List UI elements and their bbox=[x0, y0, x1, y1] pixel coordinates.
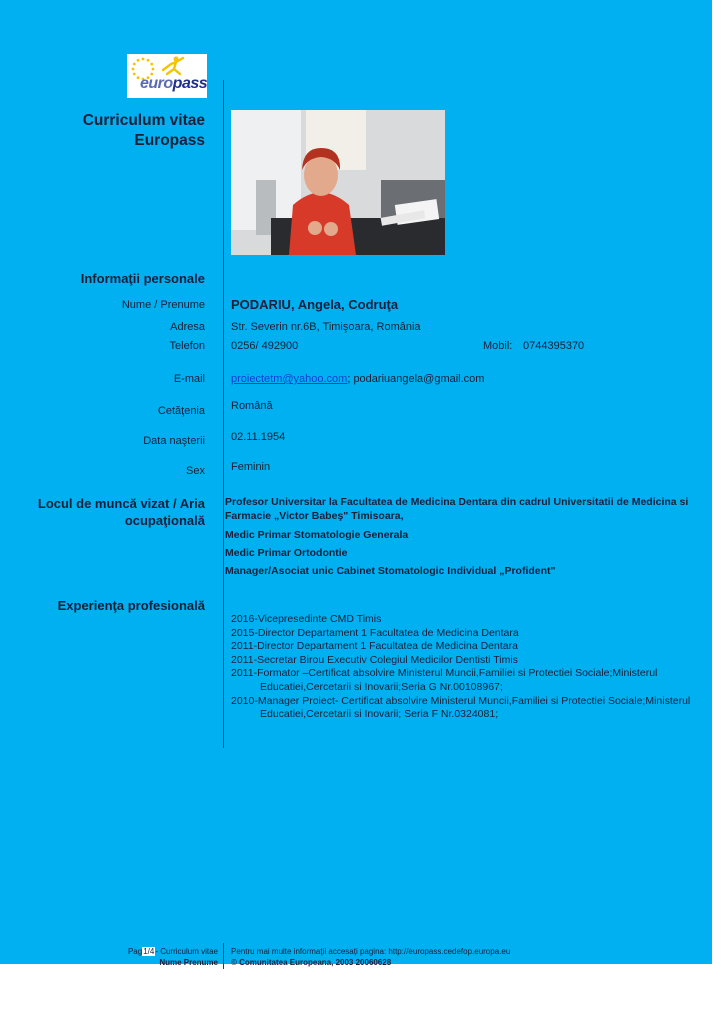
profile-photo bbox=[231, 110, 445, 255]
email-label: E-mail bbox=[173, 373, 205, 385]
cv-subtitle: Europass bbox=[134, 132, 205, 149]
section-job-target-line2: ocupaţională bbox=[124, 513, 205, 528]
job-line: Medic Primar Ortodontie bbox=[225, 547, 348, 559]
citizenship-label: Cetăţenia bbox=[157, 405, 205, 417]
column-divider bbox=[223, 80, 224, 748]
email-value bbox=[231, 373, 484, 385]
footer-divider bbox=[223, 943, 224, 969]
experience-item: 2011-Director Departament 1 Facultatea de Medicina Dentara bbox=[231, 640, 518, 653]
section-job-target: Locul de muncă vizat / Aria bbox=[37, 496, 205, 511]
birthdate-label: Data naşterii bbox=[143, 435, 205, 447]
experience-item: 2011-Secretar Birou Executiv Colegiul Medicilor Dentisti Timis bbox=[231, 653, 518, 666]
mobile-label: Mobil: bbox=[483, 340, 513, 352]
section-experience: Experienţa profesională bbox=[57, 598, 205, 613]
experience-item: 2015-Director Departament 1 Facultatea de Medicina Dentara bbox=[231, 626, 519, 639]
mobile-value: 0744395370 bbox=[523, 340, 585, 352]
experience-item-continuation: Educatiei,Cercetarii si Inovarii;Seria G Nr.00108967; bbox=[260, 680, 503, 693]
section-personal-info: Informaţii personale bbox=[80, 271, 205, 286]
job-line: Farmacie „Victor Babeş" Timisoara, bbox=[225, 510, 404, 522]
job-line: Medic Primar Stomatologie Generala bbox=[225, 529, 409, 541]
job-line: Manager/Asociat unic Cabinet Stomatologic Individual „Profident" bbox=[225, 565, 556, 577]
experience-item-continuation: Educatiei,Cercetarii si Inovarii; Seria F Nr.0324081; bbox=[260, 708, 499, 721]
job-line: Profesor Universitar la Facultatea de Medicina Dentara din cadrul Universitatii de Medicina si bbox=[225, 496, 689, 508]
birthdate-value: 02.11.1954 bbox=[231, 431, 286, 443]
footer-name: Nume Prenume bbox=[159, 958, 218, 967]
address-label: Adresa bbox=[170, 321, 205, 333]
experience-item: 2011-Formator –Certificat absolvire Ministerul Muncii,Familiei si Protectiei Sociale;Ministerul bbox=[231, 667, 658, 680]
footer-info-url: Pentru mai multe informaţii accesaţi pagina: http://europass.cedefop.europa.eu bbox=[231, 947, 511, 956]
europass-logo bbox=[127, 54, 207, 98]
figure-icon bbox=[161, 56, 185, 76]
citizenship-value: Română bbox=[231, 400, 273, 412]
cv-title: Curriculum vitae bbox=[82, 112, 205, 129]
phone-value: 0256/ 492900 bbox=[231, 340, 299, 352]
full-name: PODARIU, Angela, Codruţa bbox=[231, 297, 399, 312]
experience-list bbox=[231, 613, 690, 722]
experience-item: 2010-Manager Proiect- Certificat absolvire Ministerul Muncii,Familiei si Protectiei Sociale;Ministerul bbox=[231, 694, 691, 707]
page-number: 1/4 bbox=[143, 947, 155, 956]
logo-text: europass bbox=[140, 75, 208, 92]
portrait-image bbox=[231, 110, 445, 255]
address-value: Str. Severin nr.6B, Timişoara, România bbox=[231, 321, 421, 333]
email-link[interactable]: proiectetm@yahoo.com bbox=[231, 373, 348, 385]
footer-page-info: Pag1/4- Curriculum vitae bbox=[127, 947, 218, 956]
sex-label: Sex bbox=[186, 465, 205, 477]
email-secondary: ; podariuangela@gmail.com bbox=[347, 373, 485, 385]
phone-label: Telefon bbox=[169, 340, 205, 352]
experience-item: 2016-Vicepresedinte CMD Timis bbox=[231, 613, 382, 625]
name-label: Nume / Prenume bbox=[121, 299, 205, 311]
footer-copyright: © Comunitatea Europeana, 2003 20060628 bbox=[231, 958, 392, 967]
sex-value: Feminin bbox=[231, 461, 271, 473]
